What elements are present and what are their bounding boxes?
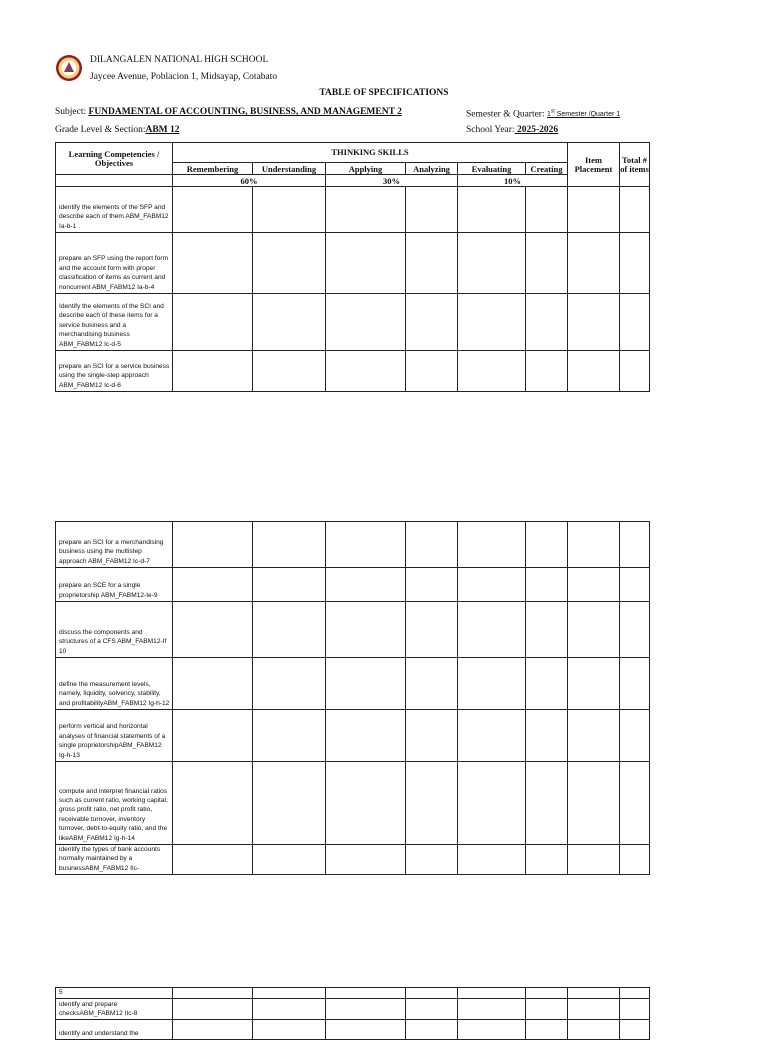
competency-cell: identify the types of bank accounts normally maintained by a businessABM_FABM12 IIc- — [56, 845, 173, 875]
entry-cell[interactable] — [568, 988, 620, 999]
competency-cell: Identify the elements of the SCI and describe each of these items for a service business and a merchandising business ABM_FABM12 Ic-d-5 — [56, 294, 173, 351]
competency-cell: compute and interpret financial ratios such as current ratio, working capital, gross profit ratio, net profit ratio, receivable turnover, inventory turnover, debt-to-equity ratio, and the likeABM_FABM12 Ig-h-14 — [56, 762, 173, 845]
school-name: DILANGALEN NATIONAL HIGH SCHOOL — [90, 55, 269, 65]
entry-cell[interactable] — [253, 568, 326, 602]
header-understanding: Understanding — [253, 163, 326, 175]
header-remembering: Remembering — [173, 163, 253, 175]
entry-cell[interactable] — [406, 294, 458, 351]
entry-cell[interactable] — [253, 351, 326, 392]
entry-cell[interactable] — [406, 568, 458, 602]
entry-cell[interactable] — [568, 999, 620, 1020]
table-row — [56, 710, 650, 762]
entry-cell[interactable] — [173, 522, 253, 568]
tos-rows-page-2 — [56, 522, 650, 875]
table-row — [56, 233, 650, 294]
semester-line — [466, 107, 620, 120]
table-row — [56, 988, 650, 999]
entry-cell[interactable] — [173, 187, 253, 233]
semester-number: 1 — [547, 111, 551, 119]
entry-cell[interactable] — [526, 294, 568, 351]
semester-label: Semester & Quarter: — [466, 109, 547, 120]
entry-cell[interactable] — [620, 1020, 650, 1040]
entry-cell[interactable] — [620, 522, 650, 568]
entry-cell[interactable] — [526, 1020, 568, 1040]
entry-cell[interactable] — [406, 999, 458, 1020]
entry-cell[interactable] — [620, 187, 650, 233]
competency-cell: prepare an SCI for a service business using the single-step approach ABM_FABM12 Ic-d-6 — [56, 351, 173, 392]
entry-cell[interactable] — [458, 988, 526, 999]
entry-cell[interactable] — [326, 988, 406, 999]
entry-cell[interactable] — [253, 845, 326, 875]
subject-value: FUNDAMENTAL OF ACCOUNTING, BUSINESS, AND MANAGEMENT 2 — [88, 107, 402, 117]
entry-cell[interactable] — [458, 999, 526, 1020]
entry-cell[interactable] — [326, 294, 406, 351]
table-row — [56, 187, 650, 233]
entry-cell[interactable] — [173, 710, 253, 762]
entry-cell[interactable] — [568, 658, 620, 710]
entry-cell[interactable] — [326, 602, 406, 658]
entry-cell[interactable] — [458, 522, 526, 568]
entry-cell[interactable] — [406, 187, 458, 233]
entry-cell[interactable] — [458, 187, 526, 233]
entry-cell[interactable] — [173, 988, 253, 999]
page-title: TABLE OF SPECIFICATIONS — [319, 88, 449, 98]
subject-label: Subject: — [55, 107, 89, 117]
competency-cell: prepare an SFP using the report form and the account form with proper classification of items as current and noncurrent ABM_FABM12 Ia-b-4 — [56, 233, 173, 294]
entry-cell[interactable] — [406, 658, 458, 710]
entry-cell[interactable] — [620, 999, 650, 1020]
entry-cell[interactable] — [406, 762, 458, 845]
entry-cell[interactable] — [458, 294, 526, 351]
entry-cell[interactable] — [458, 568, 526, 602]
competency-cell: discuss the components and structures of a CFS ABM_FABM12-If 10 — [56, 602, 173, 658]
percent-lower-order: 60% — [173, 175, 326, 187]
entry-cell[interactable] — [326, 845, 406, 875]
header-applying: Applying — [326, 163, 406, 175]
table-row — [56, 602, 650, 658]
entry-cell[interactable] — [526, 845, 568, 875]
entry-cell[interactable] — [568, 710, 620, 762]
entry-cell[interactable] — [253, 710, 326, 762]
entry-cell[interactable] — [458, 845, 526, 875]
semester-rest: Semester /Quarter 1 — [554, 111, 621, 119]
tos-rows-page-1 — [56, 187, 650, 392]
entry-cell[interactable] — [458, 762, 526, 845]
competency-cell: identify and understand the — [56, 1020, 173, 1040]
entry-cell[interactable] — [458, 658, 526, 710]
entry-cell[interactable] — [458, 1020, 526, 1040]
semester-suffix: st — [550, 109, 555, 115]
entry-cell[interactable] — [253, 294, 326, 351]
entry-cell[interactable] — [526, 568, 568, 602]
entry-cell[interactable] — [526, 233, 568, 294]
entry-cell[interactable] — [253, 187, 326, 233]
header-item-placement: Item Placement — [568, 143, 620, 187]
entry-cell[interactable] — [568, 233, 620, 294]
subject-line — [55, 107, 402, 118]
competency-cell: define the measurement levels, namely, liquidity, solvency, stability, and profitabilityABM_FABM12 Ig-h-12 — [56, 658, 173, 710]
entry-cell[interactable] — [458, 710, 526, 762]
competency-cell: perform vertical and horizontal analyses of financial statements of a single proprietorshipABM_FABM12 Ig-h-13 — [56, 710, 173, 762]
competency-cell: identify and prepare checksABM_FABM12 IIc-8 — [56, 999, 173, 1020]
entry-cell[interactable] — [620, 233, 650, 294]
entry-cell[interactable] — [620, 602, 650, 658]
entry-cell[interactable] — [406, 988, 458, 999]
entry-cell[interactable] — [173, 1020, 253, 1040]
entry-cell[interactable] — [173, 602, 253, 658]
entry-cell[interactable] — [406, 845, 458, 875]
table-row — [56, 999, 650, 1020]
entry-cell[interactable] — [406, 233, 458, 294]
header-evaluating: Evaluating — [458, 163, 526, 175]
table-row — [56, 522, 650, 568]
entry-cell[interactable] — [253, 988, 326, 999]
entry-cell[interactable] — [526, 999, 568, 1020]
competency-cell: 5 — [56, 988, 173, 999]
entry-cell[interactable] — [406, 522, 458, 568]
header-total-items: Total # of items — [620, 143, 650, 187]
entry-cell[interactable] — [526, 710, 568, 762]
entry-cell[interactable] — [406, 602, 458, 658]
table-row — [56, 1020, 650, 1040]
entry-cell[interactable] — [620, 710, 650, 762]
entry-cell[interactable] — [458, 351, 526, 392]
entry-cell[interactable] — [253, 1020, 326, 1040]
entry-cell[interactable] — [326, 1020, 406, 1040]
entry-cell[interactable] — [620, 988, 650, 999]
table-row — [56, 568, 650, 602]
grade-line — [55, 125, 180, 136]
entry-cell[interactable] — [568, 762, 620, 845]
entry-cell[interactable] — [620, 658, 650, 710]
semester-value — [547, 111, 620, 118]
entry-cell[interactable] — [620, 845, 650, 875]
entry-cell[interactable] — [173, 294, 253, 351]
entry-cell[interactable] — [568, 351, 620, 392]
blank-cell — [56, 175, 173, 187]
entry-cell[interactable] — [173, 568, 253, 602]
entry-cell[interactable] — [253, 658, 326, 710]
entry-cell[interactable] — [568, 294, 620, 351]
entry-cell[interactable] — [326, 522, 406, 568]
table-row — [56, 658, 650, 710]
entry-cell[interactable] — [406, 351, 458, 392]
header-creating: Creating — [526, 163, 568, 175]
entry-cell[interactable] — [326, 999, 406, 1020]
entry-cell[interactable] — [406, 1020, 458, 1040]
header-thinking-skills: THINKING SKILLS — [173, 143, 568, 163]
entry-cell[interactable] — [568, 845, 620, 875]
entry-cell[interactable] — [406, 710, 458, 762]
table-row — [56, 351, 650, 392]
entry-cell[interactable] — [458, 602, 526, 658]
entry-cell[interactable] — [326, 762, 406, 845]
grade-value: ABM 12 — [145, 125, 180, 135]
entry-cell[interactable] — [326, 658, 406, 710]
table-row — [56, 845, 650, 875]
sy-label: School Year: — [466, 125, 515, 135]
competency-cell: prepare an SCE for a single proprietorship ABM_FABM12-Ie-9 — [56, 568, 173, 602]
entry-cell[interactable] — [458, 233, 526, 294]
tos-table-page-2 — [55, 521, 650, 875]
entry-cell[interactable] — [526, 351, 568, 392]
entry-cell[interactable] — [253, 233, 326, 294]
table-row — [56, 762, 650, 845]
entry-cell[interactable] — [568, 568, 620, 602]
entry-cell[interactable] — [568, 522, 620, 568]
school-address: Jaycee Avenue, Poblacion 1, Midsayap, Cotabato — [90, 72, 278, 82]
entry-cell[interactable] — [173, 233, 253, 294]
entry-cell[interactable] — [173, 999, 253, 1020]
entry-cell[interactable] — [526, 762, 568, 845]
entry-cell[interactable] — [526, 602, 568, 658]
header-analyzing: Analyzing — [406, 163, 458, 175]
grade-label: Grade Level & Section: — [55, 125, 146, 135]
competency-cell: prepare an SCI for a merchandising business using the multistep approach ABM_FABM12 Ic-d-7 — [56, 522, 173, 568]
entry-cell[interactable] — [326, 233, 406, 294]
entry-cell[interactable] — [173, 845, 253, 875]
entry-cell[interactable] — [253, 522, 326, 568]
entry-cell[interactable] — [253, 999, 326, 1020]
percent-higher-order: 10% — [458, 175, 568, 187]
school-logo-icon — [55, 54, 83, 82]
tos-table-page-1 — [55, 142, 650, 392]
entry-cell[interactable] — [568, 1020, 620, 1040]
entry-cell[interactable] — [173, 762, 253, 845]
entry-cell[interactable] — [526, 988, 568, 999]
tos-rows-page-3 — [56, 988, 650, 1040]
tos-table-page-3 — [55, 987, 650, 1040]
entry-cell[interactable] — [568, 602, 620, 658]
competency-cell: identify the elements of the SFP and describe each of them ABM_FABM12 Ia-b-1 — [56, 187, 173, 233]
entry-cell[interactable] — [526, 187, 568, 233]
entry-cell[interactable] — [620, 351, 650, 392]
entry-cell[interactable] — [173, 351, 253, 392]
sy-value: 2025-2026 — [514, 125, 559, 135]
header-competencies: Learning Competencies / Objectives — [56, 143, 173, 175]
entry-cell[interactable] — [526, 658, 568, 710]
entry-cell[interactable] — [173, 658, 253, 710]
entry-cell[interactable] — [253, 762, 326, 845]
entry-cell[interactable] — [326, 187, 406, 233]
percent-middle-order: 30% — [326, 175, 458, 187]
table-row — [56, 294, 650, 351]
entry-cell[interactable] — [620, 762, 650, 845]
entry-cell[interactable] — [253, 602, 326, 658]
school-year-line — [466, 125, 558, 136]
entry-cell[interactable] — [326, 568, 406, 602]
entry-cell[interactable] — [526, 522, 568, 568]
entry-cell[interactable] — [568, 187, 620, 233]
entry-cell[interactable] — [620, 568, 650, 602]
entry-cell[interactable] — [326, 710, 406, 762]
entry-cell[interactable] — [620, 294, 650, 351]
entry-cell[interactable] — [326, 351, 406, 392]
